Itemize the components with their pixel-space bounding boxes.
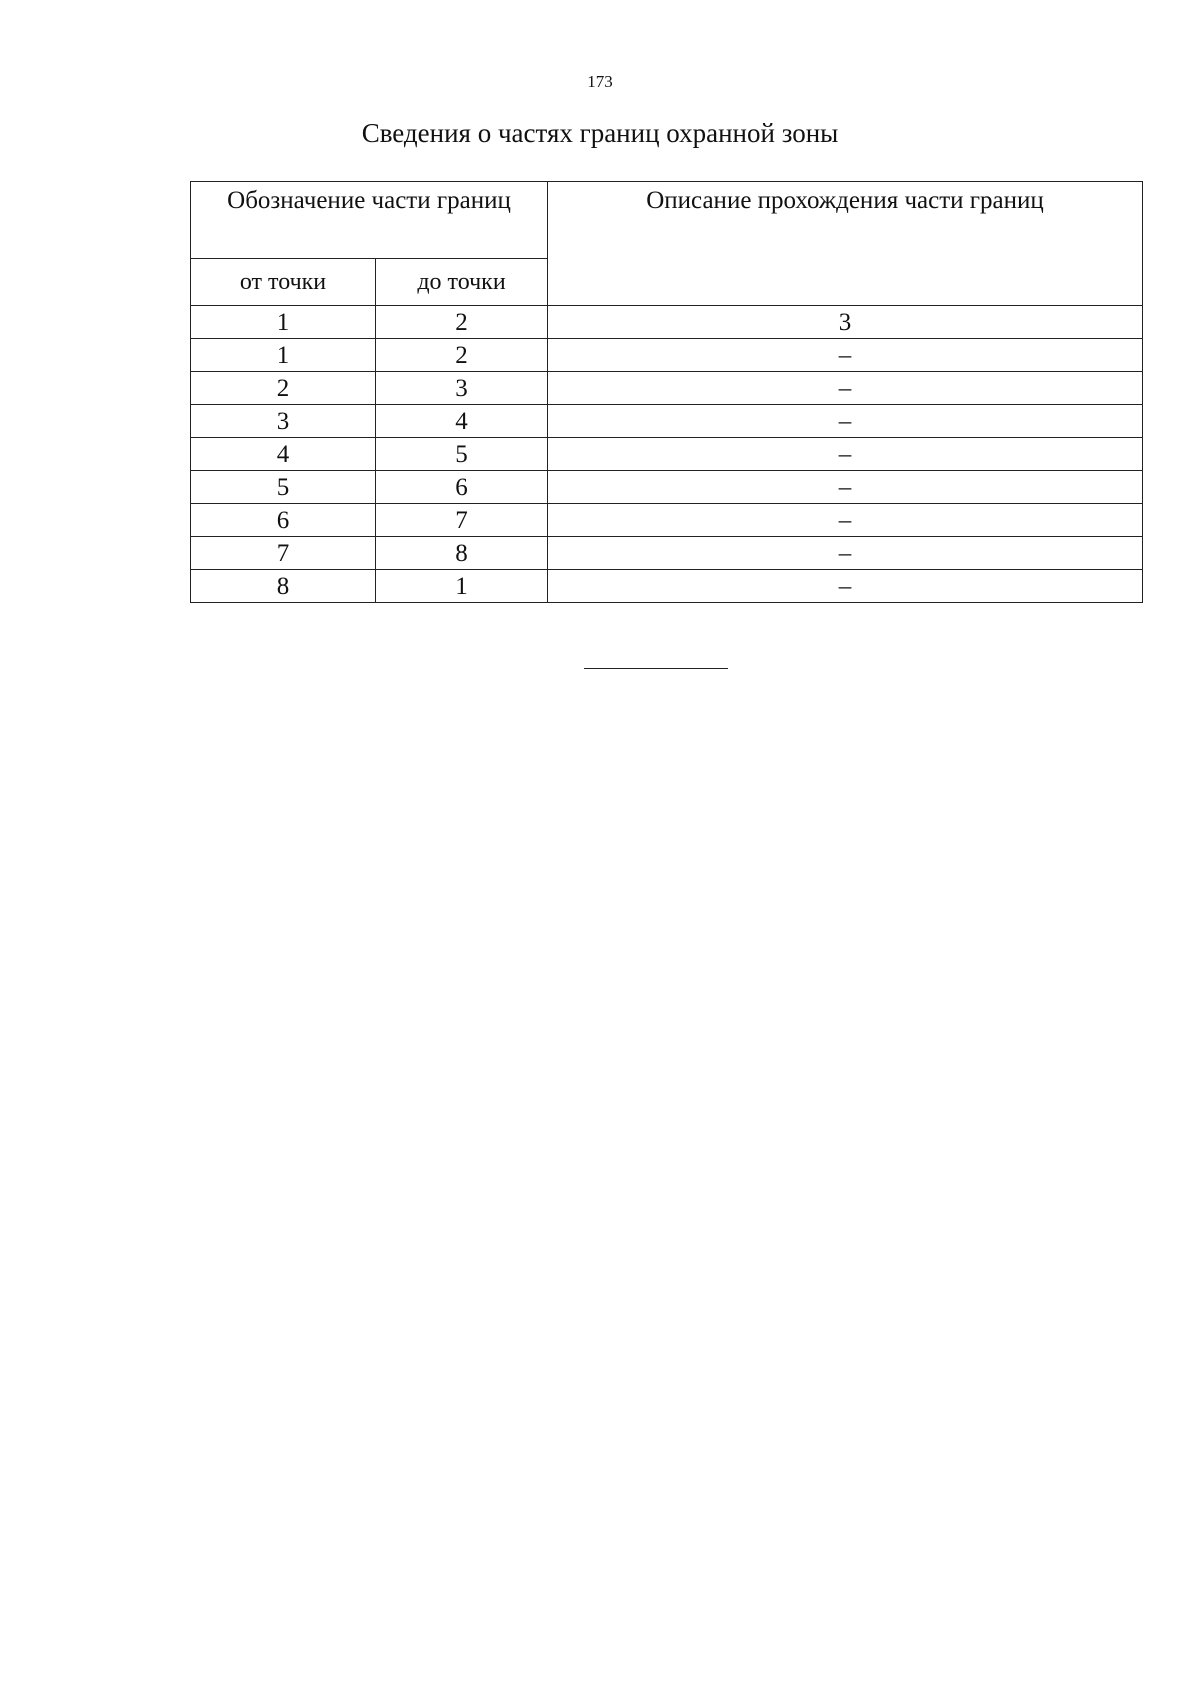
from-point-cell: 7 (191, 537, 376, 570)
to-point-cell: 3 (376, 372, 548, 405)
table-row (191, 405, 1143, 438)
table-row (191, 372, 1143, 405)
to-point-cell: 2 (376, 339, 548, 372)
to-point-cell: 8 (376, 537, 548, 570)
from-point-cell: 8 (191, 570, 376, 603)
description-cell: – (548, 537, 1143, 570)
description-cell: – (548, 339, 1143, 372)
from-point-cell: 6 (191, 504, 376, 537)
description-cell: – (548, 438, 1143, 471)
from-point-cell: 4 (191, 438, 376, 471)
table-row (191, 471, 1143, 504)
from-point-cell: 1 (191, 339, 376, 372)
column-numbering-row (191, 306, 1143, 339)
description-cell: – (548, 471, 1143, 504)
header-from-point: от точки (191, 259, 376, 306)
boundary-parts-table (190, 181, 1143, 603)
to-point-cell: 7 (376, 504, 548, 537)
header-boundary-part-description: Описание прохождения части границ (548, 182, 1143, 306)
header-row-1 (191, 182, 1143, 259)
to-point-cell: 1 (376, 570, 548, 603)
description-cell: – (548, 504, 1143, 537)
page-number: 173 (587, 72, 613, 91)
header-to-point: до точки (376, 259, 548, 306)
column-number-3: 3 (548, 306, 1143, 339)
column-number-2: 2 (376, 306, 548, 339)
to-point-cell: 5 (376, 438, 548, 471)
table-row (191, 537, 1143, 570)
header-boundary-part-designation: Обозначение части границ (191, 182, 548, 259)
table-row (191, 504, 1143, 537)
description-cell: – (548, 405, 1143, 438)
from-point-cell: 3 (191, 405, 376, 438)
table-row (191, 438, 1143, 471)
end-of-section-rule (584, 668, 728, 669)
to-point-cell: 4 (376, 405, 548, 438)
column-number-1: 1 (191, 306, 376, 339)
page-title: Сведения о частях границ охранной зоны (361, 118, 839, 148)
from-point-cell: 5 (191, 471, 376, 504)
to-point-cell: 6 (376, 471, 548, 504)
table-row (191, 339, 1143, 372)
from-point-cell: 2 (191, 372, 376, 405)
description-cell: – (548, 570, 1143, 603)
table-row (191, 570, 1143, 603)
description-cell: – (548, 372, 1143, 405)
